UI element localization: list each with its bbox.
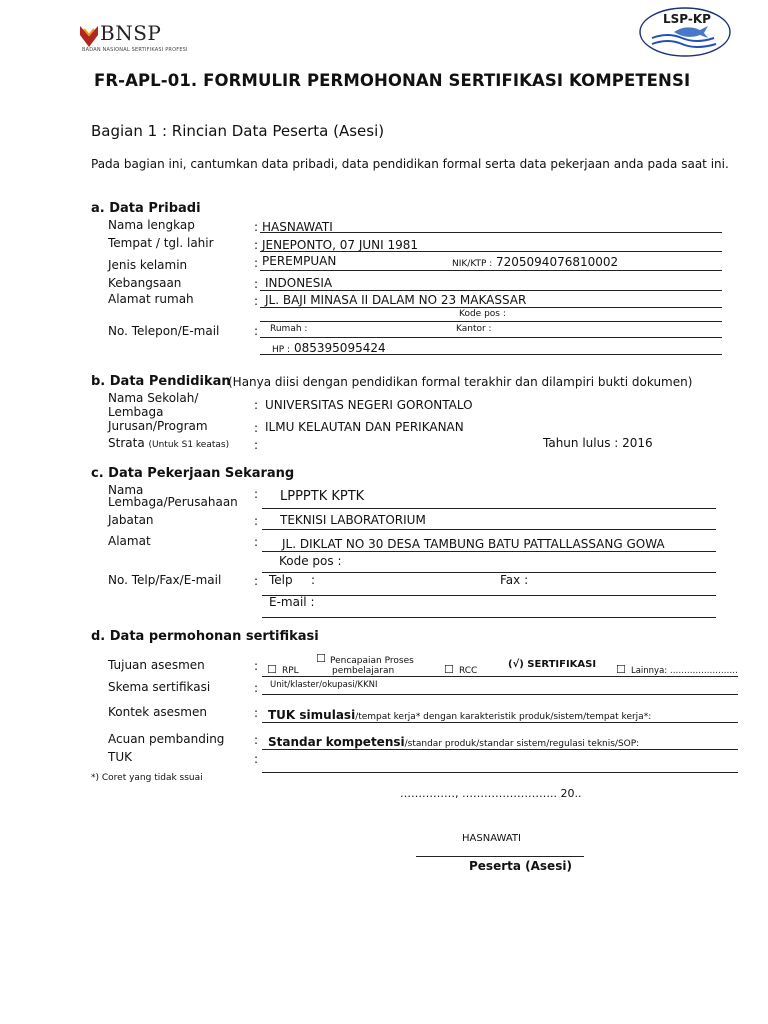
purpose-line xyxy=(262,676,738,677)
company-label-2: Lembaga/Perusahaan xyxy=(108,495,238,509)
school-colon: : xyxy=(254,398,259,412)
gender-line xyxy=(260,270,722,271)
position-label: Jabatan xyxy=(108,513,154,527)
school-label-2: Lembaga xyxy=(108,405,164,419)
education-note: (Hanya diisi dengan pendidikan formal terakhir dan dilampiri bukti dokumen) xyxy=(228,375,693,389)
telp-label: Telp xyxy=(269,573,293,587)
position-line xyxy=(262,529,716,530)
hp-label: HP : xyxy=(272,345,291,355)
bnsp-name: BNSP xyxy=(100,21,162,45)
work-contact-colon: : xyxy=(254,574,259,588)
birth-value[interactable]: JENEPONTO, 07 JUNI 1981 xyxy=(262,238,419,252)
part-heading: Bagian 1 : Rincian Data Peserta (Asesi) xyxy=(91,122,385,140)
context-value[interactable] xyxy=(268,704,651,723)
rpl-checkbox-icon[interactable]: ☐ xyxy=(267,663,277,676)
nationality-line xyxy=(260,290,722,291)
graduation-label: Tahun lulus : xyxy=(543,436,619,450)
office-phone-label: Kantor : xyxy=(456,324,492,334)
context-label: Kontek asesmen xyxy=(108,705,207,719)
signature-line xyxy=(416,856,584,857)
home-phone-label: Rumah : xyxy=(270,324,308,334)
certification-heading: d. Data permohonan sertifikasi xyxy=(91,629,319,644)
telp-colon: : xyxy=(311,573,316,587)
email-line xyxy=(262,617,716,618)
scheme-value[interactable]: Unit/klaster/okupasi/KKNI xyxy=(270,680,378,690)
purpose-label: Tujuan asesmen xyxy=(108,658,205,672)
work-address-colon: : xyxy=(254,535,259,549)
context-bold: TUK simulasi xyxy=(268,708,356,722)
work-address-line xyxy=(262,551,716,552)
name-line xyxy=(260,232,722,233)
context-line xyxy=(262,722,738,723)
major-label: Jurusan/Program xyxy=(108,419,208,433)
place-date[interactable]: ……………, …………………….. 20.. xyxy=(400,787,582,800)
nationality-label: Kebangsaan xyxy=(108,276,182,290)
signer-name: HASNAWATI xyxy=(462,833,521,844)
strata-note: (Untuk S1 keatas) xyxy=(148,440,230,450)
telp-line xyxy=(262,595,716,596)
major-value[interactable]: ILMU KELAUTAN DAN PERIKANAN xyxy=(265,420,464,434)
birth-label: Tempat / tgl. lahir xyxy=(108,236,214,250)
position-value[interactable]: TEKNISI LABORATORIUM xyxy=(280,513,426,527)
footnote: *) Coret yang tidak ssuai xyxy=(91,773,203,783)
address-colon: : xyxy=(254,294,259,308)
personal-heading: a. Data Pribadi xyxy=(91,201,201,216)
gender-label: Jenis kelamin xyxy=(108,258,188,272)
name-label: Nama lengkap xyxy=(108,218,195,232)
lsp-name: LSP-KP xyxy=(663,12,711,26)
company-colon: : xyxy=(254,487,259,501)
pencapaian-label-1: Pencapaian Proses xyxy=(330,656,414,666)
strata-label-text: Strata xyxy=(108,436,145,450)
work-postal-label: Kode pos : xyxy=(279,554,342,568)
birth-colon: : xyxy=(254,238,259,252)
company-value[interactable]: LPPPTK KPTK xyxy=(280,489,365,504)
rcc-label: RCC xyxy=(458,666,478,676)
graduation-year xyxy=(543,436,653,450)
context-rest: /tempat kerja* dengan karakteristik produk/sistem/tempat kerja*: xyxy=(355,712,652,722)
hp-value[interactable]: 085395095424 xyxy=(294,341,386,355)
option-rcc[interactable] xyxy=(444,658,477,677)
reference-line xyxy=(262,749,738,750)
nik-label: NIK/KTP : xyxy=(452,259,493,269)
bnsp-full-name: BADAN NASIONAL SERTIFIKASI PROFESI xyxy=(82,47,188,53)
option-lainnya[interactable] xyxy=(616,658,738,677)
address-value[interactable]: JL. BAJI MINASA II DALAM NO 23 MAKASSAR xyxy=(265,293,527,307)
postal-line xyxy=(260,321,722,322)
nationality-value[interactable]: INDONESIA xyxy=(265,276,333,290)
rpl-label: RPL xyxy=(281,666,299,676)
gender-value[interactable]: PEREMPUAN xyxy=(262,254,337,268)
hp-line xyxy=(260,354,722,355)
postal-label: Kode pos : xyxy=(459,309,506,319)
scheme-colon: : xyxy=(254,681,259,695)
signer-role: Peserta (Asesi) xyxy=(469,859,572,873)
tuk-label: TUK xyxy=(108,750,132,764)
option-rpl[interactable] xyxy=(267,658,299,677)
major-colon: : xyxy=(254,421,259,435)
school-value[interactable]: UNIVERSITAS NEGERI GORONTALO xyxy=(265,398,473,412)
gender-colon: : xyxy=(254,256,259,270)
lsp-kp-logo xyxy=(638,6,732,58)
purpose-colon: : xyxy=(254,659,259,673)
name-value[interactable]: HASNAWATI xyxy=(262,220,333,234)
nationality-colon: : xyxy=(254,277,259,291)
phone-line xyxy=(260,337,722,338)
bnsp-emblem-icon xyxy=(78,23,100,49)
phone-colon: : xyxy=(254,324,259,338)
scheme-line xyxy=(262,694,738,695)
scheme-label: Skema sertifikasi xyxy=(108,680,211,694)
strata-colon: : xyxy=(254,438,259,452)
name-colon: : xyxy=(254,220,259,234)
address-label: Alamat rumah xyxy=(108,292,194,306)
phone-label: No. Telepon/E-mail xyxy=(108,324,220,338)
tuk-line xyxy=(262,772,738,773)
reference-bold: Standar kompetensi xyxy=(268,735,405,749)
email-label: E-mail : xyxy=(269,595,315,609)
context-colon: : xyxy=(254,706,259,720)
work-postal-line xyxy=(262,572,716,573)
part-intro: Pada bagian ini, cantumkan data pribadi, data pendidikan formal serta data pekerjaan anda pada saat ini. xyxy=(91,157,729,171)
fax-label: Fax : xyxy=(500,573,529,587)
work-address-label: Alamat xyxy=(108,534,151,548)
bnsp-logo xyxy=(78,20,188,56)
position-colon: : xyxy=(254,514,259,528)
pencapaian-label-2: pembelajaran xyxy=(332,666,395,676)
company-label-1: Nama xyxy=(108,483,144,497)
nik-value[interactable]: 7205094076810002 xyxy=(496,255,619,269)
reference-rest: /standar produk/standar sistem/regulasi teknis/SOP: xyxy=(404,739,640,749)
tuk-colon: : xyxy=(254,752,259,766)
company-line xyxy=(262,508,716,509)
option-sertifikasi[interactable]: (√) SERTIFIKASI xyxy=(508,659,597,670)
education-heading: b. Data Pendidikan xyxy=(91,374,231,389)
pencapaian-checkbox-icon[interactable]: ☐ xyxy=(316,652,326,665)
work-address-value[interactable]: JL. DIKLAT NO 30 DESA TAMBUNG BATU PATTALLASSANG GOWA xyxy=(282,537,665,551)
lainnya-checkbox-icon[interactable]: ☐ xyxy=(616,663,626,676)
reference-colon: : xyxy=(254,733,259,747)
form-title: FR-APL-01. FORMULIR PERMOHONAN SERTIFIKASI KOMPETENSI xyxy=(94,71,691,90)
birth-line xyxy=(260,251,722,252)
reference-label: Acuan pembanding xyxy=(108,732,225,746)
lainnya-label: Lainnya: …………………… xyxy=(630,666,738,676)
work-heading: c. Data Pekerjaan Sekarang xyxy=(91,466,295,481)
work-contact-label: No. Telp/Fax/E-mail xyxy=(108,573,222,587)
strata-label xyxy=(108,436,229,450)
school-label-1: Nama Sekolah/ xyxy=(108,391,199,405)
reference-value[interactable] xyxy=(268,731,639,750)
address-line xyxy=(260,307,722,308)
graduation-value[interactable]: 2016 xyxy=(622,436,653,450)
rcc-checkbox-icon[interactable]: ☐ xyxy=(444,663,454,676)
